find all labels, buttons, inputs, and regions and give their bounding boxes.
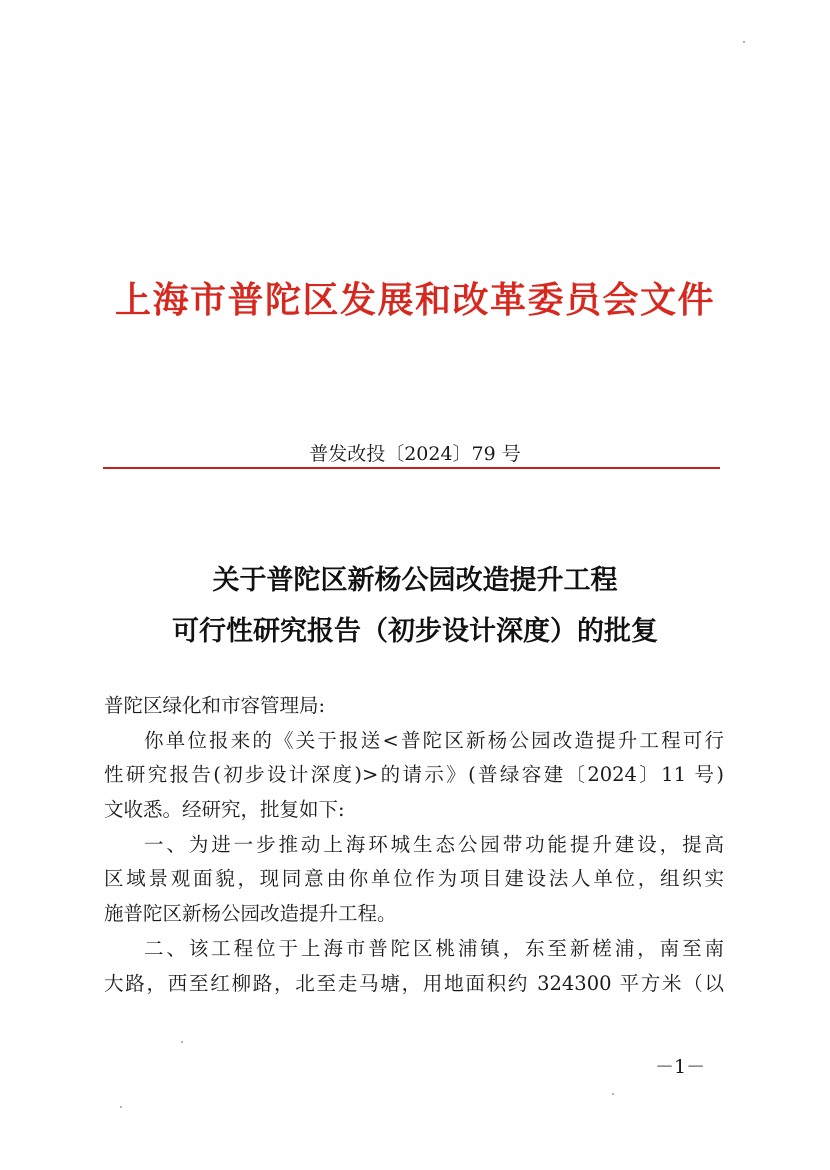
paragraph-line: 二、该工程位于上海市普陀区桃浦镇，东至新槎浦，南至南 [144,936,724,960]
scan-speck [120,1106,122,1108]
agency-header-title: 上海市普陀区发展和改革委员会文件 [114,279,715,321]
addressee: 普陀区绿化和市容管理局: [104,694,326,717]
paragraph-line: 大路，西至红柳路，北至走马塘，用地面积约 324300 平方米（以 [104,971,724,995]
subject-title-line-1: 关于普陀区新杨公园改造提升工程 [212,565,618,596]
subject-title-line-2: 可行性研究报告（初步设计深度）的批复 [172,616,658,647]
paragraph-line: 施普陀区新杨公园改造提升工程。 [104,902,397,926]
document-number: 普发改投〔2024〕79 号 [309,443,521,465]
page-number: －1－ [655,1056,706,1078]
red-separator-line [103,467,720,469]
body-text [104,689,724,1001]
paragraph-line: 文收悉。经研究，批复如下: [104,798,345,822]
paragraph-line: 你单位报来的《关于报送<普陀区新杨公园改造提升工程可行 [144,728,724,752]
scan-speck [181,1041,183,1043]
paragraph-line: 一、为进一步推动上海环城生态公园带功能提升建设，提高 [144,832,724,856]
paragraph-line: 性研究报告(初步设计深度)>的请示》(普绿容建〔2024〕11 号) [104,763,724,787]
scan-speck [743,41,745,43]
paragraph-line: 区域景观面貌，现同意由你单位作为项目建设法人单位，组织实 [104,867,724,891]
scan-speck [612,1093,614,1095]
